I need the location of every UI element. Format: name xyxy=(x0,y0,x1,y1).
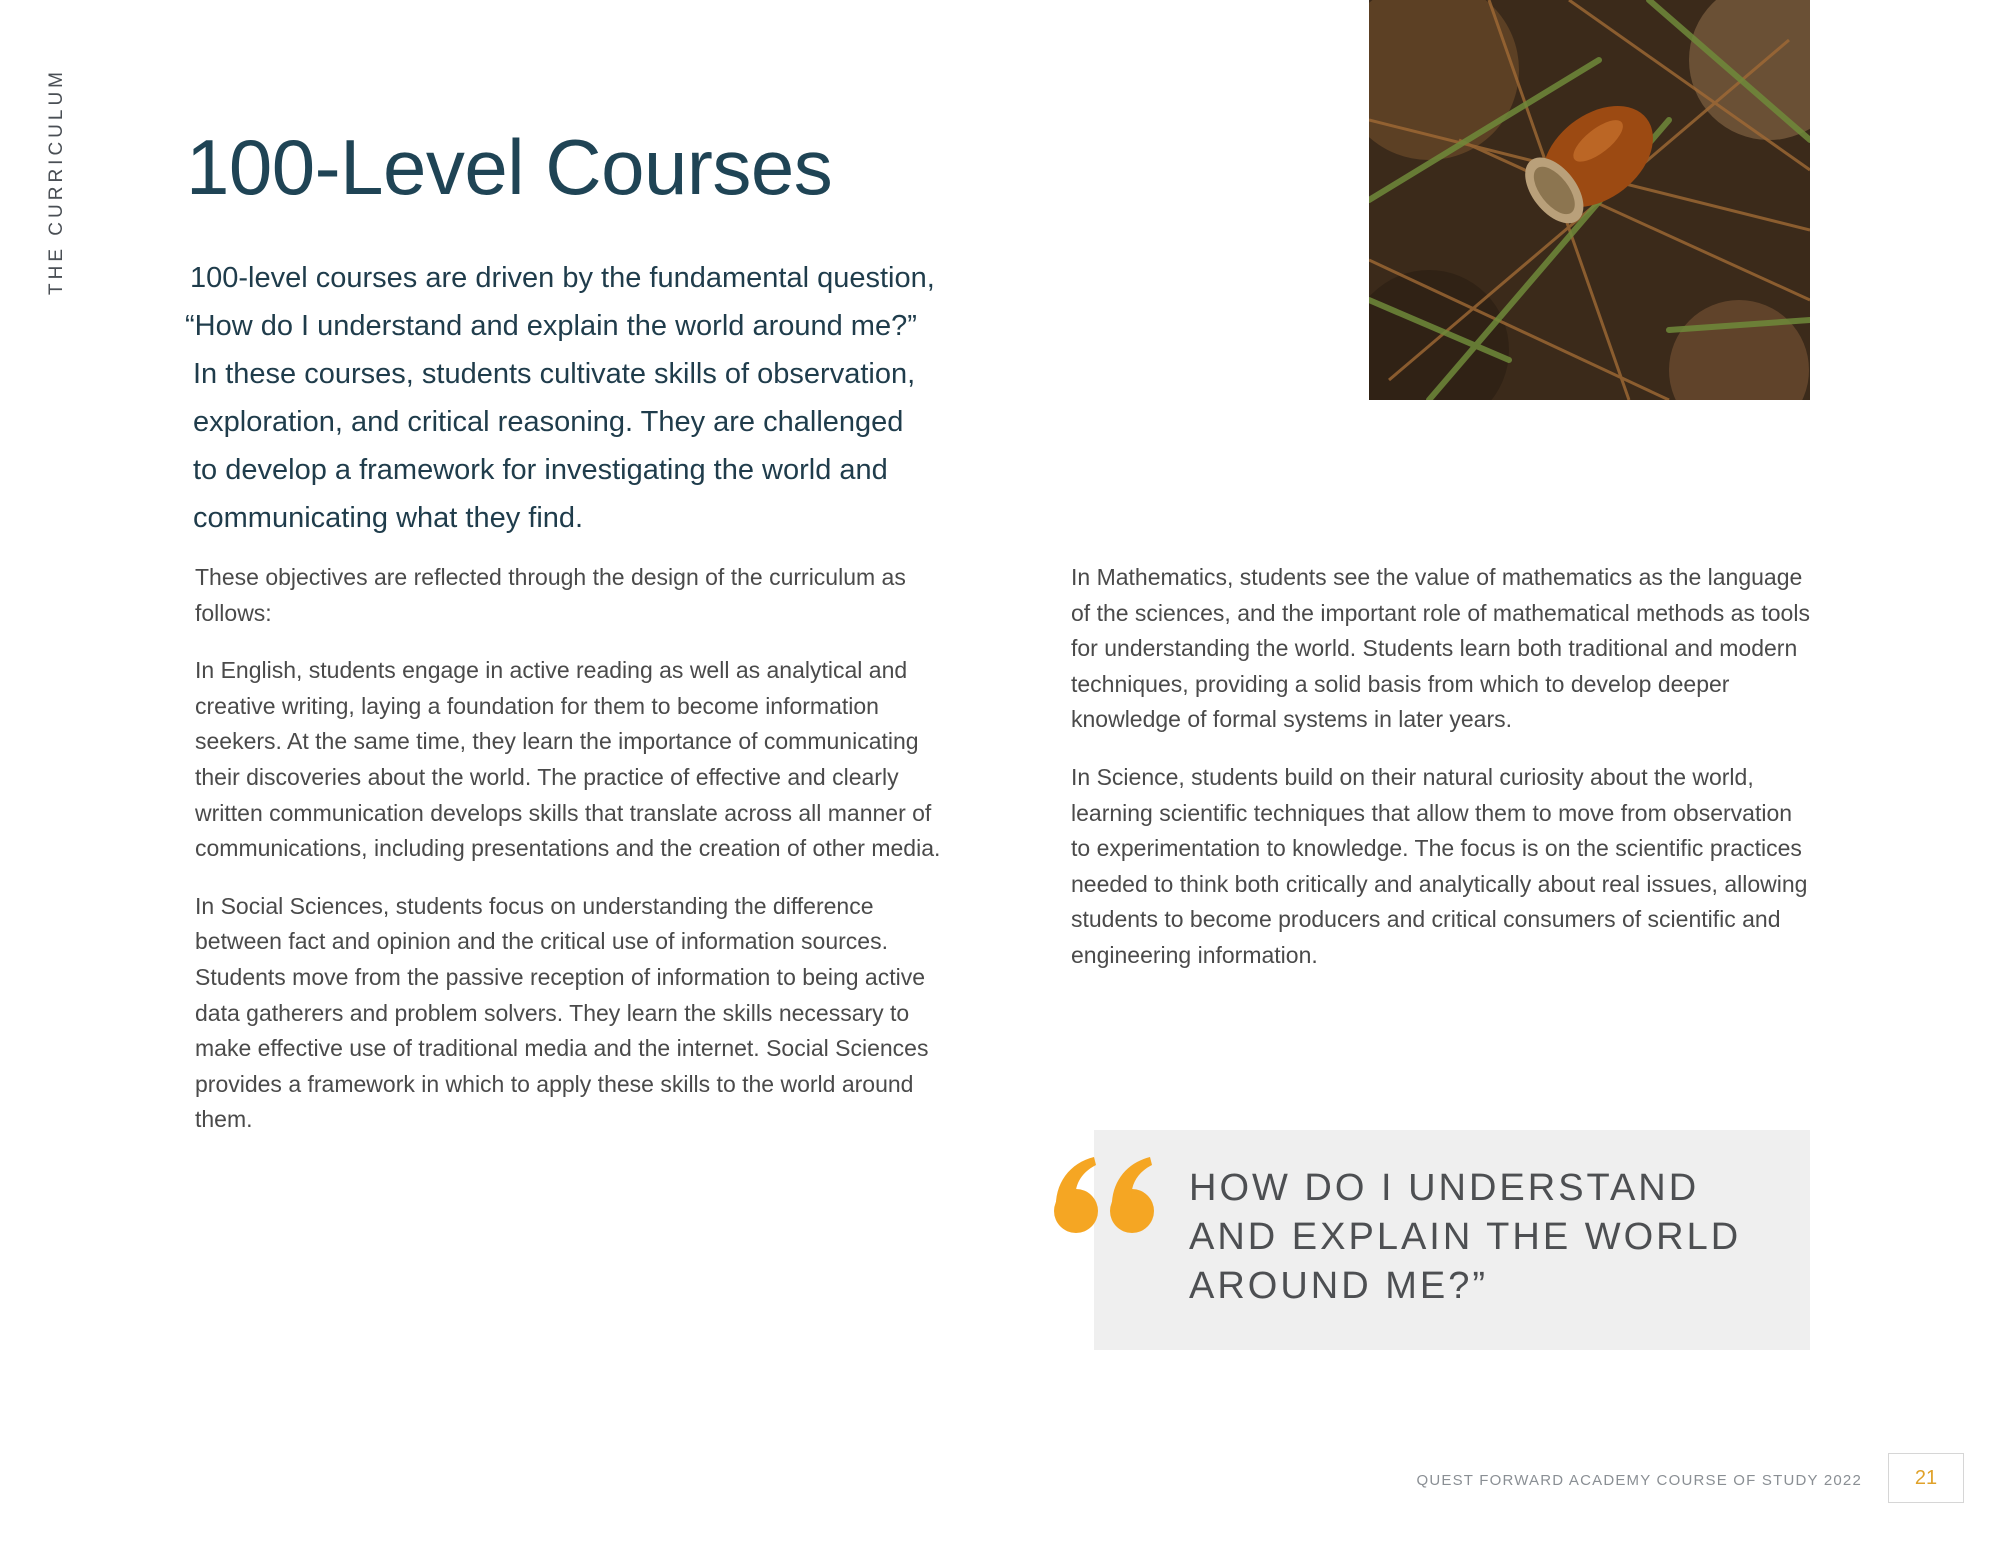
intro-line: to develop a framework for investigating the world and xyxy=(193,454,888,486)
left-column xyxy=(195,560,955,1160)
footer-publication: QUEST FORWARD ACADEMY COURSE OF STUDY 2022 xyxy=(1416,1472,1862,1489)
body-paragraph: These objectives are reflected through the design of the curriculum as follows: xyxy=(195,564,906,626)
quote-mark-icon xyxy=(1052,1155,1162,1235)
intro-line: exploration, and critical reasoning. They are challenged xyxy=(193,406,904,438)
science-paragraph: In Science, students build on their natural curiosity about the world, learning scientific techniques that allow them to move from observation to experimentation to knowledge. The focus is on the scientific practices needed to think both critically and analytically about real issues, allowing students to become producers and critical consumers of scientific and engineering information. xyxy=(1071,763,1808,968)
page-number: 21 xyxy=(1888,1453,1964,1503)
social-sciences-paragraph: In Social Sciences, students focus on understanding the difference between fact and opinion and the critical use of information sources. Students move from the passive reception of information to being active data gatherers and problem solvers. They learn the skills necessary to make effective use of traditional media and the internet. Social Sciences provides a framework in which to apply these skills to the world around them. xyxy=(195,892,929,1133)
intro-line: In these courses, students cultivate skills of observation, xyxy=(193,358,916,390)
acorn-photo xyxy=(1369,0,1810,400)
intro-line: 100-level courses are driven by the fundamental question, xyxy=(190,262,935,294)
intro-line: “How do I understand and explain the world around me?” xyxy=(185,310,917,342)
intro-line: communicating what they find. xyxy=(193,502,584,534)
pull-quote-text: HOW DO I UNDERSTAND AND EXPLAIN THE WORLD AROUND ME?” xyxy=(1189,1167,1742,1307)
mathematics-paragraph: In Mathematics, students see the value of mathematics as the language of the sciences, and the important role of mathematical methods as tools for understanding the world. Students learn both traditional and modern techniques, providing a solid basis from which to develop deeper knowledge of formal systems in later years. xyxy=(1071,564,1810,733)
page-title: 100-Level Courses xyxy=(186,123,833,211)
intro-paragraph xyxy=(185,254,970,542)
section-label: THE CURRICULUM xyxy=(46,68,67,295)
right-column xyxy=(1071,560,1816,996)
english-paragraph: In English, students engage in active reading as well as analytical and creative writing, laying a foundation for them to become information seekers. At the same time, they learn the importance of communicating their discoveries about the world. The practice of effective and clearly written communication develops skills that translate across all manner of communications, including presentations and the creation of other media. xyxy=(195,657,941,862)
